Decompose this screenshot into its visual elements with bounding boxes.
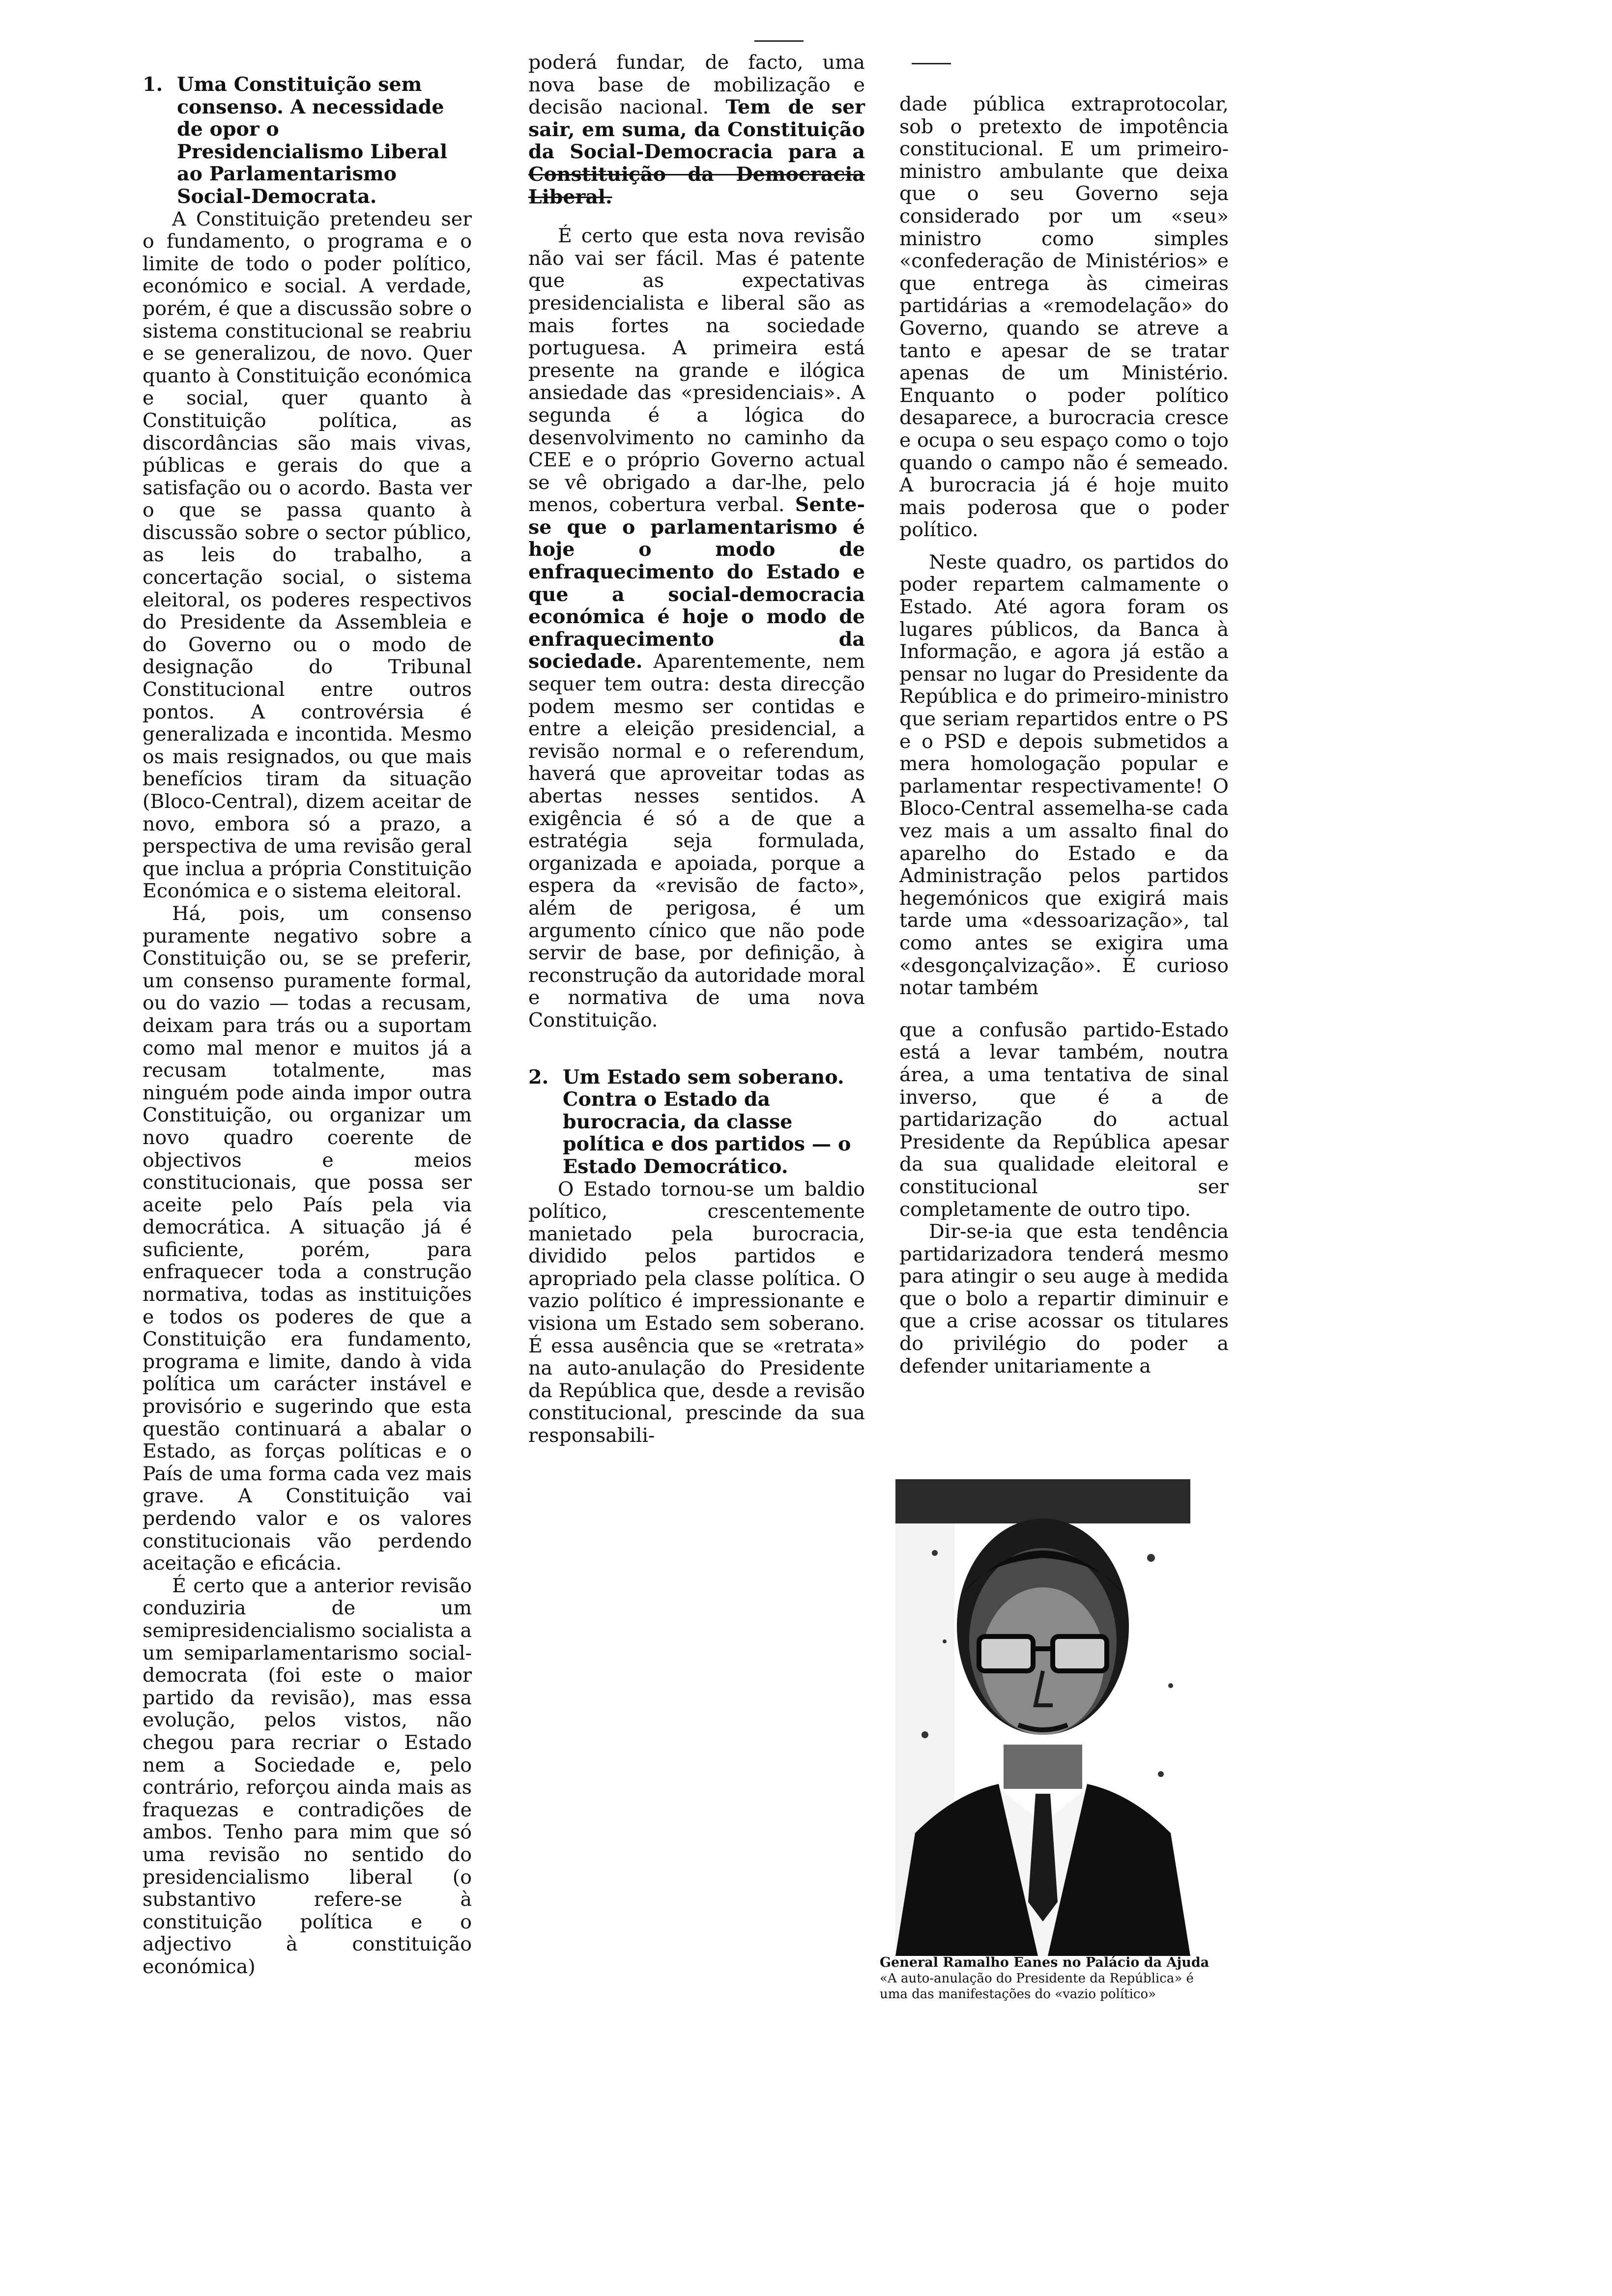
col3-paragraph-2: Neste quadro, os partidos do poder repartem calmamente o Estado. Até agora foram os lugares públicos, da Banca à Informação, e agora já estão a pensar no lugar do Presidente da República e do primeiro-ministro que seriam repartidos entre o PS e o PSD e depois submetidos a mera homologação popular e parlamentar respectivamente! O Bloco-Central assemelha-se cada vez mais a um assalto final do aparelho do Estado e da Administração pelos partidos hegemónicos que exigirá mais tarde uma «dessoarização», tal como antes se exigira uma «desgonçalvização». É curioso notar também — [899, 550, 1229, 1000]
section-2-heading — [528, 1066, 865, 1178]
col2-paragraph-3: O Estado tornou-se um baldio político, crescentemente manietado pela burocracia, dividido pelos partidos e apropriado pela classe política. O vazio político é impressionante e visiona um Estado sem soberano. É essa ausência que se «retrata» na auto-anulação do Presidente da República que, desde a revisão constitucional, prescinde da sua responsabili- — [528, 1177, 865, 1447]
section-1-heading — [143, 74, 472, 208]
col2-p1-plain: poderá fundar, de facto, uma nova base de mobilização e decisão nacional. — [528, 51, 865, 119]
col3-paragraph-3: que a confusão partido-Estado está a levar também, noutra área, a uma tentativa de sinal inverso, que é a de partidarização do actual Presidente da República apesar da sua qualidade eleitoral e constitucional ser completamente de outro tipo. — [899, 1018, 1229, 1221]
col2-p2-part-b: Aparentemente, nem sequer tem outra: desta direcção podem mesmo ser contidas e entre a eleição presidencial, a revisão normal e o referendum, haverá que aproveitar todas as abertas nesses sentidos. A exigência é só a de que a estratégia seja formulada, organizada e apoiada, porque a espera da «revisão de facto», além de perigosa, é um argumento cínico que não pode servir de base, por definição, à reconstrução da autoridade moral e normativa de uma nova Constituição. — [528, 650, 865, 1032]
photo-caption — [880, 1955, 1224, 2002]
caption-text: «A auto-anulação do Presidente da República» é uma das manifestações do «vazio político» — [880, 1971, 1194, 2002]
col2-p2-part-a: É certo que esta nova revisão não vai ser fácil. Mas é patente que as expectativas presidencialista e liberal são as mais fortes na sociedade portuguesa. A primeira está presente na grande e ilógica ansiedade das «presidenciais». A segunda é a lógica do desenvolvimento no caminho da CEE e o próprio Governo actual se vê obrigado a dar-lhe, pelo menos, cobertura verbal. — [528, 225, 865, 517]
portrait-photo — [895, 1479, 1190, 1956]
col2-paragraph-2 — [528, 225, 865, 1032]
section-1-number: 1. — [143, 73, 163, 96]
col3-paragraph-1: dade pública extraprotocolar, sob o pretexto de impotência constitucional. E um primeiro-ministro ambulante que deixa que o seu Governo seja considerado por um «seu» ministro como simples «confederação de Ministérios» e que entrega às cimeiras partidárias a «remodelação» do Governo, quando se atreve a tanto e apesar de se tratar apenas de um Ministério. Enquanto o poder político desaparece, a burocracia cresce e ocupa o seu espaço como o tojo quando o campo não é semeado. A burocracia já é hoje muito mais poderosa que o poder político. — [899, 93, 1229, 542]
column-rule-top — [912, 63, 951, 64]
col1-paragraph-1: A Constituição pretendeu ser o fundamento, o programa e o limite de todo o poder político, económico e social. A verdade, porém, é que a discussão sobre o sistema constitucional se reabriu e se generalizou, de novo. Quer quanto à Constituição económica e social, quer quanto à Constituição política, as discordâncias são mais vivas, públicas e gerais do que a satisfação ou o acordo. Basta ver o que se passa quanto à discussão sobre o sector público, as leis do trabalho, a concertação social, o sistema eleitoral, os poderes respectivos do Presidente da Assembleia e do Governo ou o modo de designação do Tribunal Constitucional entre outros pontos. A controvérsia é generalizada e incontida. Mesmo os mais resignados, ou que mais benefícios tiram da situação (Bloco-Central), dizem aceitar de novo, embora só a prazo, a perspectiva de uma revisão geral que inclua a própria Constituição Económica e o sistema eleitoral. — [143, 207, 472, 903]
column-1 — [143, 74, 472, 1978]
section-1-title: Uma Constituição sem consenso. A necessidade de opor o Presidencialismo Liberal ao Parlamentarismo Social-Democrata. — [177, 73, 448, 208]
col2-p1-bold-struck: Constituição da Democracia Liberal. — [528, 163, 865, 208]
col3-paragraph-4: Dir-se-ia que esta tendência partidarizadora tenderá mesmo para atingir o seu auge à medida que o bolo a repartir diminuir e que a crise acossar os titulares do privilégio do poder a defender unitariamente a — [899, 1220, 1229, 1378]
section-2-number: 2. — [528, 1065, 549, 1089]
caption-title: General Ramalho Eanes no Palácio da Ajuda — [880, 1955, 1209, 1970]
column-rule-top — [754, 40, 804, 42]
column-2 — [528, 52, 865, 1447]
col1-paragraph-2: Há, pois, um consenso puramente negativo sobre a Constituição ou, se se preferir, um consenso puramente formal, ou do vazio — todas a recusam, deixam para trás ou a suportam como mal menor e muitos já a recusam totalmente, mas ninguém pode ainda impor outra Constituição, ou organizar um novo quadro coerente de objectivos e meios constitucionais, que possa ser aceite pelo País pela via democrática. A situação já é suficiente, porém, para enfraquecer toda a construção normativa, todas as instituições e todos os poderes de que a Constituição era fundamento, programa e limite, dando à vida política um carácter instável e provisório e sugerindo que esta questão continuará a abalar o Estado, as forças políticas e o País de uma forma cada vez mais grave. A Constituição vai perdendo valor e os valores constitucionais vão perdendo aceitação e eficácia. — [143, 902, 472, 1575]
column-3 — [899, 93, 1229, 1378]
section-2-title: Um Estado sem soberano. Contra o Estado da burocracia, da classe política e dos partidos — o Estado Democrático. — [563, 1065, 851, 1178]
col2-p2-bold: Sente-se que o parlamentarismo é hoje o modo de enfraquecimento do Estado e que a social-democracia económica é hoje o modo de enfraquecimento da sociedade. — [528, 493, 865, 673]
col1-paragraph-3: É certo que a anterior revisão conduziria de um semipresidencialismo socialista a um semiparlamentarismo social-democrata (foi este o maior partido da revisão), mas essa evolução, pelos vistos, não chegou para recriar o Estado nem a Sociedade e, pelo contrário, reforçou ainda mais as fraquezas e contradições de ambos. Tenho para mim que só uma revisão no sentido do presidencialismo liberal (o substantivo refere-se à constituição política e o adjectivo à constituição económica) — [143, 1574, 472, 1978]
col2-paragraph-1 — [528, 52, 865, 208]
col2-p1-bold: Tem de ser sair, em suma, da Constituição da Social-Democracia para a — [528, 96, 865, 164]
